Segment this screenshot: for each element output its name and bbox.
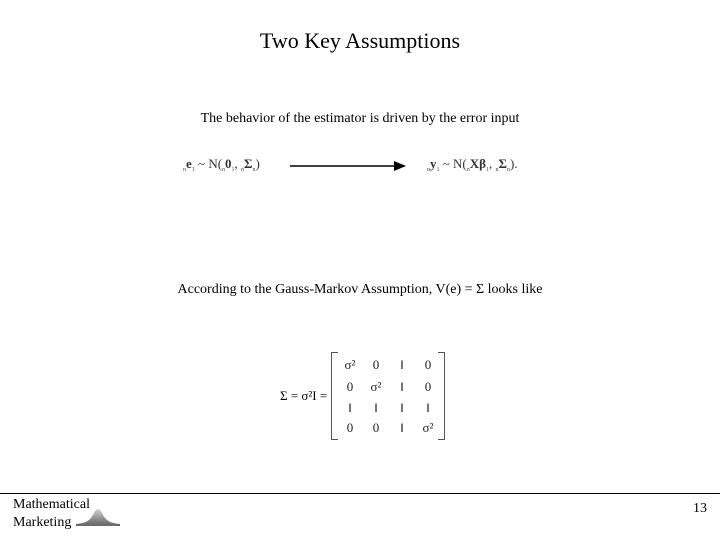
matrix-cell: ‖ (400, 420, 404, 435)
matrix-cell: ‖ (400, 357, 404, 372)
matrix-cell: ‖ (348, 400, 352, 415)
eq-normal: N( (453, 156, 467, 171)
matrix-cell: ‖ (374, 400, 378, 415)
matrix-cell: 0 (346, 420, 354, 435)
bell-curve-icon (76, 504, 120, 526)
eq-normal: N( (208, 156, 223, 171)
matrix-cell: σ² (344, 357, 356, 372)
caption-gauss-markov: According to the Gauss-Markov Assumption, V(e) = Σ looks like (177, 282, 543, 297)
error-distribution-equation (183, 156, 260, 173)
matrix-cell: 0 (424, 379, 432, 394)
matrix-cell: σ² (422, 420, 434, 435)
caption-estimator-behavior: The behavior of the estimator is driven by the error input (200, 111, 520, 126)
matrix-cell: 0 (372, 357, 380, 372)
eq-subscript: n (241, 167, 245, 173)
sigma-equation-label: Σ = σ²I = (280, 388, 328, 403)
eq-subscript: n (427, 167, 430, 173)
eq-zero-vector: 0 (225, 156, 232, 171)
eq-beta: β (479, 156, 487, 171)
covariance-matrix (331, 352, 445, 440)
eq-tilde: ~ (442, 156, 450, 171)
eq-sigma: Σ (498, 156, 508, 171)
matrix-cell: 0 (346, 379, 354, 394)
eq-subscript: n (252, 167, 256, 173)
eq-subscript: 1 (436, 167, 440, 173)
eq-sigma: Σ (244, 156, 253, 171)
footer-divider (0, 493, 720, 494)
eq-close: ). (510, 156, 518, 171)
page-number: 13 (693, 501, 707, 516)
y-distribution-equation (427, 156, 518, 173)
matrix-cell: ‖ (400, 379, 404, 394)
footer-label-line1: Mathematical (13, 497, 90, 512)
eq-subscript: 1 (486, 167, 490, 173)
slide-title: Two Key Assumptions (259, 28, 461, 53)
eq-tilde: ~ (198, 156, 206, 171)
eq-subscript: n (183, 167, 186, 173)
eq-subscript: 1 (231, 167, 235, 173)
eq-subscript: n (507, 167, 511, 173)
eq-variable-y: y (430, 156, 437, 171)
eq-comma: , (234, 156, 238, 171)
right-arrow-icon (290, 160, 406, 172)
eq-subscript: n (495, 167, 499, 173)
matrix-cell: ‖ (426, 400, 430, 415)
matrix-cell: ‖ (400, 400, 404, 415)
eq-subscript: 1 (191, 167, 195, 173)
footer-label-line2: Marketing (13, 515, 72, 530)
eq-close: ) (255, 156, 260, 171)
eq-matrix-x: X (469, 156, 480, 171)
matrix-cell: σ² (370, 379, 382, 394)
eq-variable-e: e (186, 156, 192, 171)
eq-subscript: n (222, 167, 226, 173)
matrix-cell: 0 (424, 357, 432, 372)
eq-comma: , (489, 156, 493, 171)
matrix-cell: 0 (372, 420, 380, 435)
eq-subscript: n (466, 167, 470, 173)
